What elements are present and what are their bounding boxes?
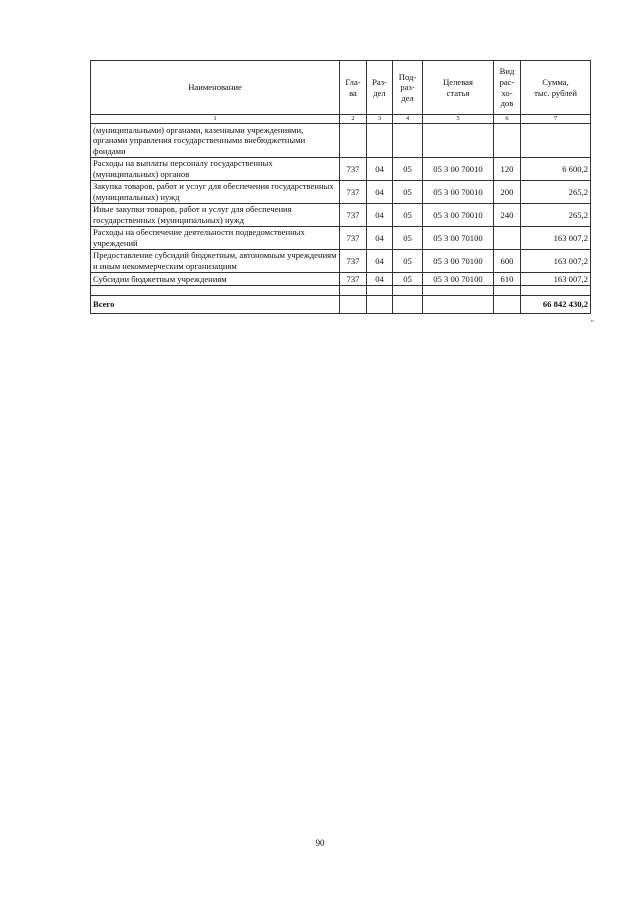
total-amount: 66 842 430,2 xyxy=(521,296,591,314)
row-name: Расходы на выплаты персоналу государственных (муниципальных) органов xyxy=(91,158,340,181)
row-amount: 6 600,2 xyxy=(521,158,591,181)
row-name: Иные закупки товаров, работ и услуг для обеспечения государственных (муниципальных) нужд xyxy=(91,204,340,227)
header-subsection xyxy=(393,61,423,115)
row-name: Закупка товаров, работ и услуг для обеспечения государственных (муниципальных) нужд xyxy=(91,181,340,204)
header-name-label: Наименование xyxy=(188,82,242,93)
header-target xyxy=(423,61,494,115)
row-subsection: 05 xyxy=(393,273,423,286)
header-expense-type xyxy=(494,61,521,115)
total-label: Всего xyxy=(91,296,340,314)
page-number: 90 xyxy=(315,838,325,848)
row-section: 04 xyxy=(367,204,393,227)
row-subsection: 05 xyxy=(393,204,423,227)
table-header-row xyxy=(91,61,591,115)
row-section: 04 xyxy=(367,250,393,273)
row-subsection: 05 xyxy=(393,250,423,273)
row-target: 05 3 00 70100 xyxy=(423,250,494,273)
row-chapter: 737 xyxy=(340,158,367,181)
row-expense-type xyxy=(494,124,521,158)
table-row xyxy=(91,158,591,181)
row-chapter: 737 xyxy=(340,204,367,227)
header-target-label: Целевая статья xyxy=(443,76,473,98)
header-amount xyxy=(521,61,591,115)
row-section: 04 xyxy=(367,273,393,286)
row-amount xyxy=(521,124,591,158)
column-number: 6 xyxy=(494,115,521,124)
row-subsection: 05 xyxy=(393,181,423,204)
empty-cell xyxy=(423,296,494,314)
row-target: 05 3 00 70010 xyxy=(423,204,494,227)
row-expense-type: 240 xyxy=(494,204,521,227)
row-target: 05 3 00 70100 xyxy=(423,227,494,250)
row-target xyxy=(423,124,494,158)
row-amount: 265,2 xyxy=(521,181,591,204)
table-row xyxy=(91,181,591,204)
row-chapter: 737 xyxy=(340,181,367,204)
header-expense-type-label: Вид рас- хо- дов xyxy=(499,66,515,109)
header-section-label: Раз- дел xyxy=(372,76,387,98)
row-subsection: 05 xyxy=(393,227,423,250)
row-chapter: 737 xyxy=(340,227,367,250)
row-section: 04 xyxy=(367,181,393,204)
table-row xyxy=(91,124,591,158)
row-target: 05 3 00 70100 xyxy=(423,273,494,286)
table-row xyxy=(91,273,591,286)
row-name: Субсидии бюджетным учреждениям xyxy=(91,273,340,286)
row-expense-type: 120 xyxy=(494,158,521,181)
empty-cell xyxy=(340,296,367,314)
row-target: 05 3 00 70010 xyxy=(423,181,494,204)
row-amount: 163 007,2 xyxy=(521,227,591,250)
row-chapter: 737 xyxy=(340,250,367,273)
empty-cell xyxy=(423,286,494,296)
row-section: 04 xyxy=(367,227,393,250)
empty-row xyxy=(91,286,591,296)
row-amount: 163 007,2 xyxy=(521,250,591,273)
empty-cell xyxy=(367,286,393,296)
column-number: 1 xyxy=(91,115,340,124)
empty-cell xyxy=(367,296,393,314)
row-name: (муниципальными) органами, казенными учреждениями, органами управления государственными внебюджетными фондами xyxy=(91,124,340,158)
column-number-row xyxy=(91,115,591,124)
column-number: 2 xyxy=(340,115,367,124)
row-section xyxy=(367,124,393,158)
row-expense-type xyxy=(494,227,521,250)
header-subsection-label: Под- раз- дел xyxy=(398,71,417,103)
row-amount: 265,2 xyxy=(521,204,591,227)
table-row xyxy=(91,204,591,227)
total-row xyxy=(91,296,591,314)
row-amount: 163 007,2 xyxy=(521,273,591,286)
table-row xyxy=(91,227,591,250)
row-chapter: 737 xyxy=(340,273,367,286)
column-number: 7 xyxy=(521,115,591,124)
empty-cell xyxy=(494,286,521,296)
row-target: 05 3 00 70010 xyxy=(423,158,494,181)
header-name xyxy=(91,61,340,115)
header-chapter xyxy=(340,61,367,115)
empty-cell xyxy=(91,286,340,296)
empty-cell xyxy=(521,286,591,296)
row-expense-type: 200 xyxy=(494,181,521,204)
header-amount-label: Сумма, тыс. рублей xyxy=(534,76,577,98)
row-section: 04 xyxy=(367,158,393,181)
budget-table xyxy=(90,60,591,314)
empty-cell xyxy=(494,296,521,314)
column-number: 5 xyxy=(423,115,494,124)
column-number: 4 xyxy=(393,115,423,124)
row-subsection xyxy=(393,124,423,158)
column-number: 3 xyxy=(367,115,393,124)
header-chapter-label: Гла- ва xyxy=(345,76,361,98)
table-row xyxy=(91,250,591,273)
row-name: Расходы на обеспечение деятельности подведомственных учреждений xyxy=(91,227,340,250)
header-section xyxy=(367,61,393,115)
row-expense-type: 600 xyxy=(494,250,521,273)
row-chapter xyxy=(340,124,367,158)
row-subsection: 05 xyxy=(393,158,423,181)
row-expense-type: 610 xyxy=(494,273,521,286)
empty-cell xyxy=(340,286,367,296)
closing-quote-mark: " xyxy=(591,319,594,327)
row-name: Предоставление субсидий бюджетным, автономным учреждениям и иным некоммерческим организациям xyxy=(91,250,340,273)
empty-cell xyxy=(393,296,423,314)
empty-cell xyxy=(393,286,423,296)
